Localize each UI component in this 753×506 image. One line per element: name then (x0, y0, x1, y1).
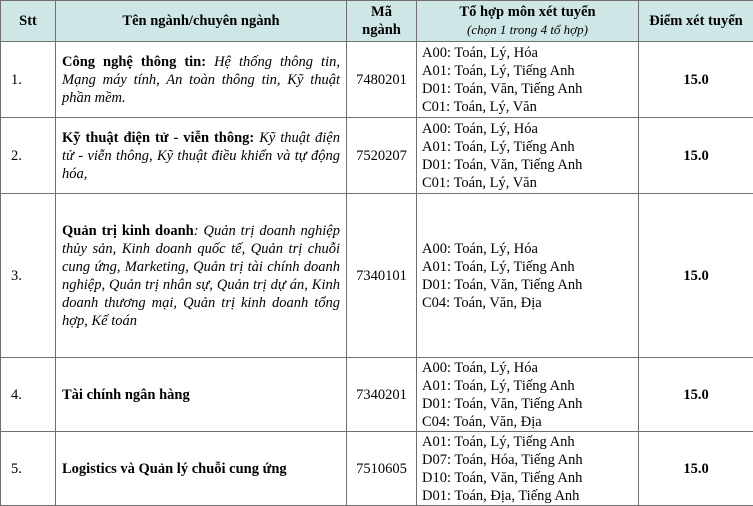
header-combo (417, 1, 639, 42)
row-code: 7520207 (347, 118, 417, 194)
major-name: Logistics và Quản lý chuỗi cung ứng (62, 460, 287, 477)
header-combo-title: Tổ hợp môn xét tuyển (459, 4, 596, 20)
major-name: Kỹ thuật điện tử - viễn thông: (62, 129, 255, 146)
row-score: 15.0 (639, 194, 753, 358)
row-combos (417, 358, 639, 432)
table-row (1, 42, 753, 118)
row-combos (417, 118, 639, 194)
row-stt: 1. (1, 42, 56, 118)
row-major (56, 194, 347, 358)
combo-item: A01: Toán, Lý, Tiếng Anh (422, 258, 575, 275)
row-major (56, 358, 347, 432)
combo-item: C01: Toán, Lý, Văn (422, 98, 537, 115)
combo-item: A01: Toán, Lý, Tiếng Anh (422, 62, 575, 79)
row-code: 7510605 (347, 432, 417, 506)
combo-item: D07: Toán, Hóa, Tiếng Anh (422, 451, 583, 468)
combo-item: A00: Toán, Lý, Hóa (422, 240, 538, 257)
row-score: 15.0 (639, 358, 753, 432)
row-combos (417, 42, 639, 118)
combo-item: C04: Toán, Văn, Địa (422, 413, 542, 430)
row-stt: 2. (1, 118, 56, 194)
header-combo-note: (chọn 1 trong 4 tổ hợp) (467, 22, 588, 37)
row-combos (417, 432, 639, 506)
table-header-row (1, 1, 753, 42)
row-stt: 4. (1, 358, 56, 432)
combo-item: D01: Toán, Văn, Tiếng Anh (422, 80, 583, 97)
header-score: Điểm xét tuyển (639, 1, 753, 42)
row-score: 15.0 (639, 42, 753, 118)
combo-item: A00: Toán, Lý, Hóa (422, 44, 538, 61)
combo-item: A00: Toán, Lý, Hóa (422, 120, 538, 137)
major-detail: : Quản trị doanh nghiệp thủy sản, Kinh doanh quốc tế, Quản trị chuỗi cung ứng, Marketing, Quản trị tài chính doanh nghiệp, Quản trị nhân sự, Quản trị dự án, Kinh doanh thương mại, Quản trị kinh doanh tổng hợp, Kế toán (62, 222, 340, 329)
row-code: 7340101 (347, 194, 417, 358)
row-stt: 3. (1, 194, 56, 358)
row-combos (417, 194, 639, 358)
table-row (1, 118, 753, 194)
combo-item: C01: Toán, Lý, Văn (422, 174, 537, 191)
row-code: 7480201 (347, 42, 417, 118)
combo-item: D01: Toán, Văn, Tiếng Anh (422, 395, 583, 412)
major-name: Tài chính ngân hàng (62, 386, 190, 403)
header-stt: Stt (1, 1, 56, 42)
combo-item: C04: Toán, Văn, Địa (422, 294, 542, 311)
major-detail: Hệ thống thông tin, Mạng máy tính, An toàn thông tin, Kỹ thuật phần mềm. (62, 53, 340, 106)
header-major: Tên ngành/chuyên ngành (56, 1, 347, 42)
table-row (1, 432, 753, 506)
row-major (56, 118, 347, 194)
combo-item: A01: Toán, Lý, Tiếng Anh (422, 138, 575, 155)
row-major (56, 42, 347, 118)
major-name: Quản trị kinh doanh (62, 222, 194, 239)
combo-item: D10: Toán, Văn, Tiếng Anh (422, 469, 583, 486)
combo-item: A01: Toán, Lý, Tiếng Anh (422, 377, 575, 394)
table-row (1, 194, 753, 358)
row-score: 15.0 (639, 118, 753, 194)
row-stt: 5. (1, 432, 56, 506)
combo-item: D01: Toán, Văn, Tiếng Anh (422, 276, 583, 293)
header-code: Mã ngành (347, 1, 417, 42)
combo-item: D01: Toán, Văn, Tiếng Anh (422, 156, 583, 173)
table-row (1, 358, 753, 432)
major-detail: Kỹ thuật điện tử - viễn thông, Kỹ thuật điều khiển và tự động hóa, (62, 129, 340, 182)
row-major (56, 432, 347, 506)
row-code: 7340201 (347, 358, 417, 432)
row-score: 15.0 (639, 432, 753, 506)
combo-item: A00: Toán, Lý, Hóa (422, 359, 538, 376)
combo-item: A01: Toán, Lý, Tiếng Anh (422, 433, 575, 450)
combo-item: D01: Toán, Địa, Tiếng Anh (422, 487, 580, 504)
major-name: Công nghệ thông tin: (62, 53, 207, 70)
